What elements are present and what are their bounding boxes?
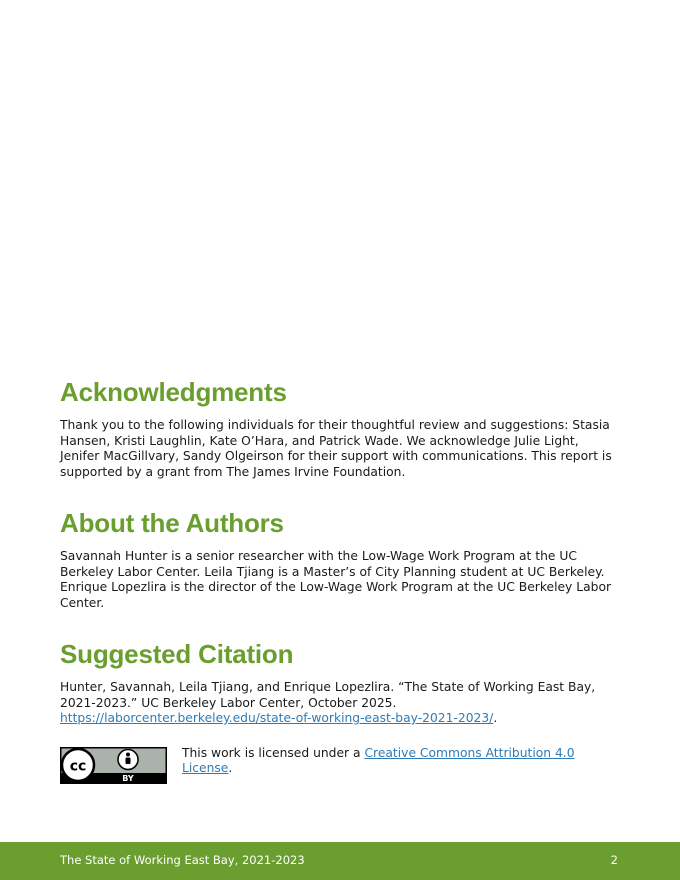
acknowledgments-section <box>60 376 616 480</box>
citation-trailing: . <box>493 711 498 725</box>
license-link[interactable]: Creative Commons Attribution 4.0 License <box>182 745 575 775</box>
cc-logo-icon <box>62 749 94 781</box>
authors-heading: About the Authors <box>60 508 284 538</box>
footer-title: The State of Working East Bay, 2021-2023 <box>60 853 305 867</box>
page-number: 2 <box>610 853 618 867</box>
citation-body <box>60 680 616 727</box>
license-text <box>182 746 616 777</box>
citation-text: Hunter, Savannah, Leila Tjiang, and Enrique Lopezlira. “The State of Working East Bay, 2021-2023.” UC Berkeley Labor Center, October 2025. <box>60 680 596 710</box>
citation-section <box>60 638 616 727</box>
authors-body: Savannah Hunter is a senior researcher with the Low-Wage Work Program at the UC Berkeley Labor Center. Leila Tjiang is a Master’s of City Planning student at UC Berkeley. Enrique Lopezlira is the director of the Low-Wage Work Program at the UC Berkeley Labor Center. <box>60 549 612 610</box>
license-text-after: . <box>228 761 233 775</box>
acknowledgments-heading: Acknowledgments <box>60 377 287 407</box>
attribution-person-icon <box>118 749 138 769</box>
page-content <box>60 376 616 784</box>
acknowledgments-body: Thank you to the following individuals for their thoughtful review and suggestions: Stasia Hansen, Kristi Laughlin, Kate O’Hara, and Patrick Wade. We acknowledge Julie Light, Jenifer MacGillvary, Sandy Olgeirson for their support with communications. This report is supported by a grant from The James Irvine Foundation. <box>60 418 612 479</box>
svg-text:cc: cc <box>69 758 87 774</box>
license-row <box>60 747 616 784</box>
cc-by-badge-icon[interactable] <box>60 747 167 784</box>
citation-link[interactable]: https://laborcenter.berkeley.edu/state-of-working-east-bay-2021-2023/ <box>60 711 494 725</box>
authors-section <box>60 507 616 611</box>
license-text-before: This work is licensed under a <box>182 745 365 760</box>
citation-heading: Suggested Citation <box>60 639 294 669</box>
badge-by-label: BY <box>122 773 134 783</box>
page-footer <box>0 842 680 880</box>
